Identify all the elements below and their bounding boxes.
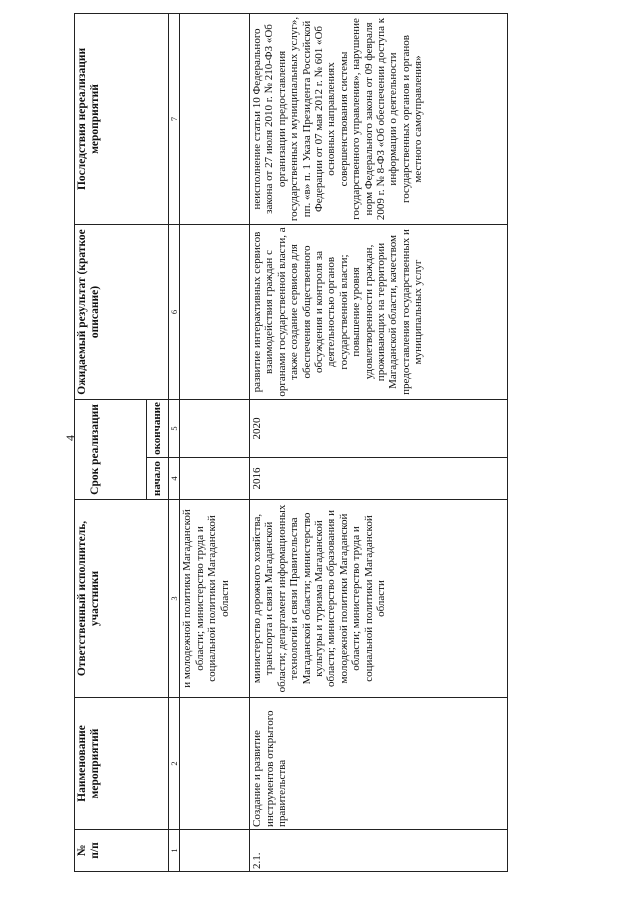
row-end [180, 399, 250, 457]
column-number: 7 [169, 13, 180, 224]
row-start: 2016 [250, 458, 508, 500]
header-period: Срок реализации [75, 399, 147, 499]
row-num: 2.1. [250, 830, 508, 872]
table-row [250, 13, 508, 871]
header-result: Ожидаемый результат (краткое описание) [75, 224, 169, 399]
header-num: № п/п [75, 830, 169, 872]
column-number: 2 [169, 698, 180, 830]
row-result: развитие интерактивных сервисов взаимодействия граждан с органами государственной власти, а также создание сервисов для обеспечения общественного обсуждения и контроля за деятельностью органов государственной власти; повышение уровня удовлетворенности граждан, проживающих на территории Магаданской области, качеством предоставления государственных и муниципальных услуг [250, 224, 508, 399]
row-executor: и молодежной политики Магаданской области; министерство труда и социальной политики Магаданской области [180, 500, 250, 698]
column-number: 5 [169, 399, 180, 457]
row-consequences [180, 13, 250, 224]
row-result [180, 224, 250, 399]
header-end: окончание [147, 399, 169, 457]
column-number: 1 [169, 830, 180, 872]
activities-table [74, 13, 508, 872]
header-consequences: Последствия нереализации мероприятий [75, 13, 169, 224]
row-num [180, 830, 250, 872]
column-number: 6 [169, 224, 180, 399]
column-number: 4 [169, 458, 180, 500]
row-executor: министерство дорожного хозяйства, транспорта и связи Магаданской области; департамент информационных технологий и связи Правительства Магаданской области; министерство культуры и туризма Магаданской области; министерство образования и молодежной политики Магаданской области; министерство труда и социальной политики Магаданской области [250, 500, 508, 698]
header-start: начало [147, 458, 169, 500]
header-executor: Ответственный исполнитель, участники [75, 500, 169, 698]
row-start [180, 458, 250, 500]
header-name: Наименование мероприятий [75, 698, 169, 830]
row-consequences: неисполнение статьи 10 Федерального закона от 27 июля 2010 г. № 210-ФЗ «Об организации предоставления государственных и муниципальных услуг», пп. «в» п. 1 Указа Президента Российской Федерации от 07 мая 2012 г. № 601 «Об основных направлениях совершенствования системы государственного управления», нарушение норм Федерального закона от 09 февраля 2009 г. № 8-ФЗ «Об обеспечении доступа к информации о деятельности государственных органов и органов местного самоуправления» [250, 13, 508, 224]
rotated-sheet [74, 14, 620, 872]
row-name: Создание и развитие инструментов открытого правительства [250, 698, 508, 830]
row-name [180, 698, 250, 830]
row-end: 2020 [250, 399, 508, 457]
page-number: 4 [63, 435, 77, 441]
table-row [180, 13, 250, 871]
column-number: 3 [169, 500, 180, 698]
